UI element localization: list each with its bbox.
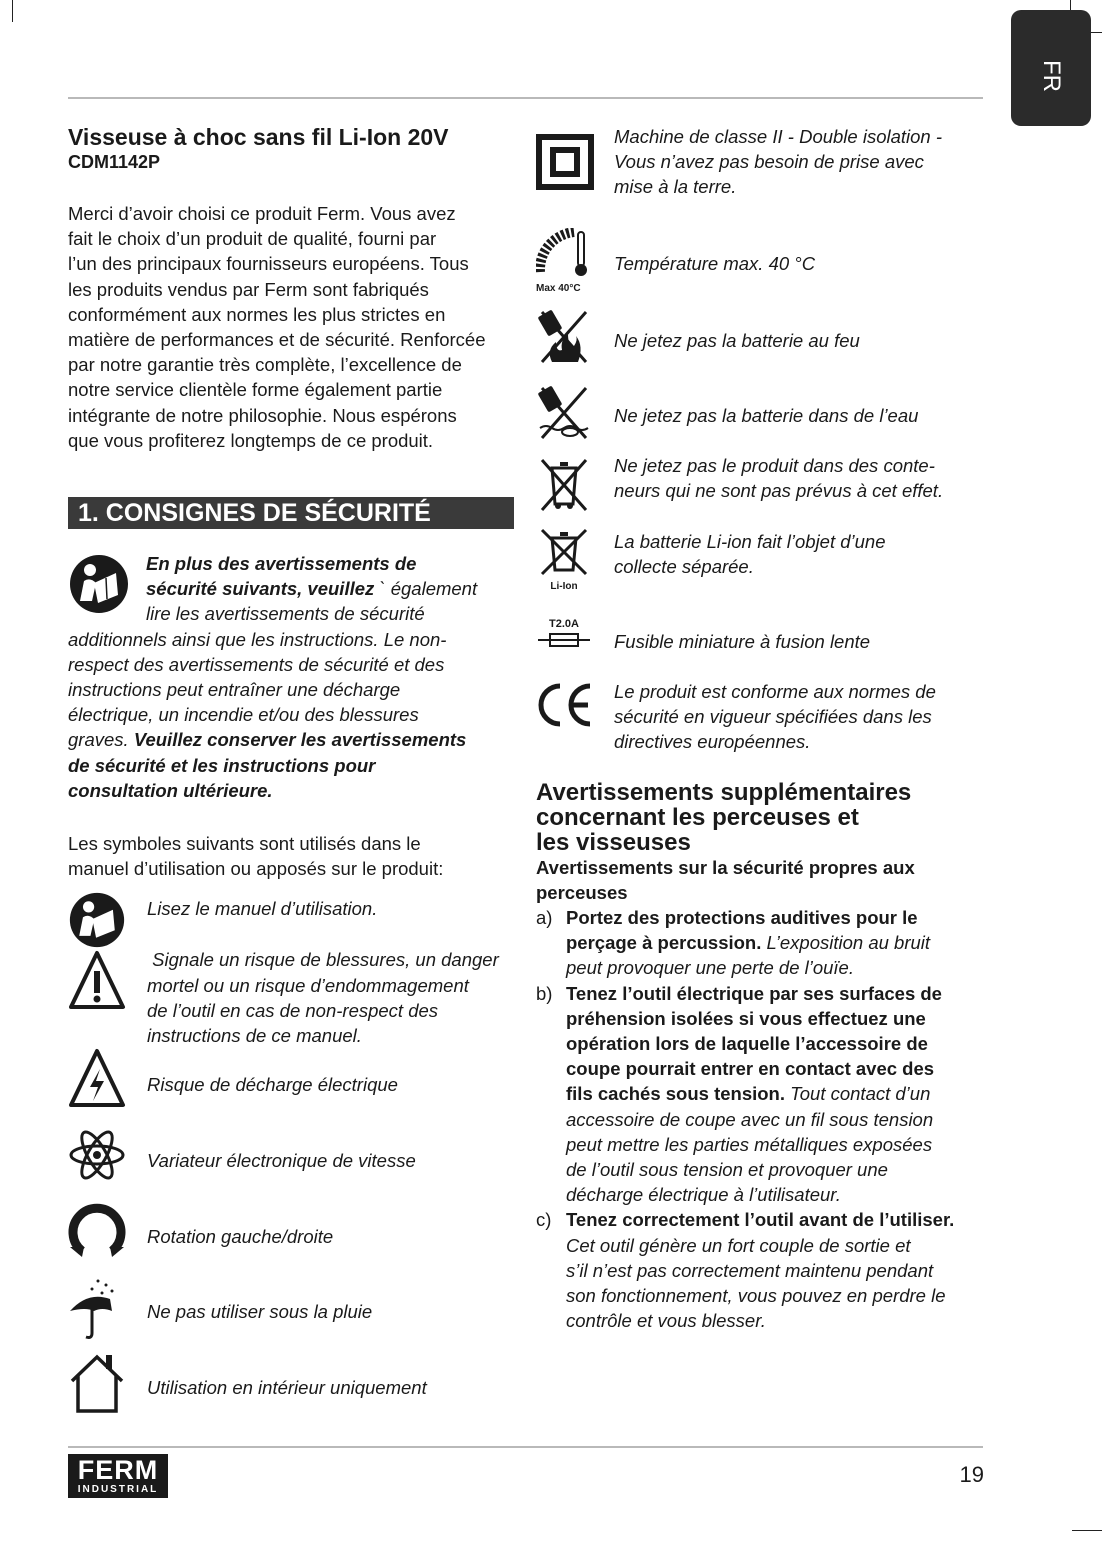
list-item-italic: L’exposition au bruit — [766, 932, 931, 954]
list-item — [536, 905, 1006, 981]
list-item-italic: décharge électrique à l’utilisateur. — [566, 1184, 841, 1206]
intro-line: Merci d’avoir choisi ce produit Ferm. Vous avez — [68, 203, 456, 224]
ce-line: Le produit est conforme aux normes de — [614, 681, 936, 702]
intro-line: conformément aux normes les plus strictes en — [68, 303, 446, 325]
safety-warning-block — [68, 551, 523, 803]
heading-line: concernant les perceuses et — [536, 804, 859, 831]
thermometer-icon — [536, 228, 592, 278]
liion-label: Li-Ion — [550, 581, 578, 592]
symbol-text-bin — [614, 453, 994, 503]
list-item-label: c) — [536, 1209, 552, 1231]
symbol-text-manual: Lisez le manuel d’utilisation. — [147, 898, 378, 920]
temperature-label: Max 40°C — [536, 283, 581, 294]
symbol-text-rain: Ne pas utiliser sous la pluie — [147, 1301, 373, 1323]
list-item-bold: Tenez correctement l’outil avant de l’utiliser. — [566, 1209, 955, 1231]
ce-mark-icon — [536, 680, 594, 730]
ferm-logo — [68, 1454, 168, 1498]
bin-line: Ne jetez pas le produit dans des conte- — [614, 455, 935, 476]
danger-line: mortel ou un risque d’endommagement — [147, 974, 469, 996]
ce-line: sécurité en vigueur spécifiées dans les — [614, 706, 932, 728]
list-item-bold: opération lors de laquelle l’accessoire de — [566, 1033, 928, 1055]
bin-line: neurs qui ne sont pas prévus à cet effet. — [614, 480, 944, 502]
read-manual-icon — [68, 891, 126, 949]
class2-line: Vous n’avez pas besoin de prise avec — [614, 151, 924, 173]
intro-line: notre service clientèle forme également partie — [68, 379, 443, 401]
intro-line: que vous profiterez longtemps de ce produit. — [68, 429, 434, 451]
symbol-list-left — [68, 889, 523, 1449]
intro-line: les produits vendus par Ferm sont fabriqués — [68, 278, 429, 300]
warning-line: consultation ultérieure. — [68, 779, 273, 801]
header-rule — [68, 97, 983, 99]
class2-line: mise à la terre. — [614, 176, 737, 198]
class2-line: Machine de classe II - Double isolation - — [614, 126, 943, 147]
heading-line: les visseuses — [536, 829, 691, 856]
warning-line: électrique, un incendie et/ou des blessures — [68, 704, 419, 726]
drill-warnings-list — [536, 905, 1006, 1333]
section-heading-safety: 1. CONSIGNES DE SÉCURITÉ — [68, 497, 514, 529]
symbol-text-speed: Variateur électronique de vitesse — [147, 1150, 416, 1172]
ce-line: directives européennes. — [614, 731, 811, 753]
temperature-icon — [536, 228, 592, 294]
list-item-italic: Tout contact d’un — [790, 1083, 931, 1105]
warning-line — [68, 727, 523, 752]
warning-line — [146, 576, 523, 601]
danger-line: Signale un risque de blessures, un danger — [147, 949, 499, 971]
left-column — [68, 124, 523, 1449]
list-item-bold: perçage à percussion. — [566, 932, 762, 954]
class-two-double-insulation-icon — [536, 134, 594, 190]
danger-line: de l’outil en cas de non-respect des — [147, 999, 439, 1021]
electric-shock-icon — [68, 1047, 126, 1111]
list-item-bold: coupe pourrait entrer en contact avec des — [566, 1058, 935, 1080]
warning-triangle-icon — [68, 949, 126, 1013]
list-item-label: a) — [536, 907, 553, 928]
symbol-text-danger — [147, 947, 499, 1048]
intro-line: matière de performances et de sécurité. Renforcée — [68, 329, 486, 351]
speed-control-icon — [68, 1127, 126, 1183]
symbol-text-fire: Ne jetez pas la batterie au feu — [614, 330, 860, 351]
list-item-italic: Cet outil génère un fort couple de sortie et — [566, 1234, 911, 1256]
crossed-bin-icon — [536, 528, 592, 576]
intro-paragraph — [68, 201, 523, 453]
warning-bold: sécurité suivants, veuillez — [146, 578, 375, 600]
warning-line: additionnels ainsi que les instructions. Le non- — [68, 628, 447, 650]
warning-line: lire les avertissements de sécurité — [146, 603, 425, 625]
list-item-italic: s’il n’est pas correctement maintenu pendant — [566, 1259, 934, 1281]
drill-warnings-subheading — [536, 855, 976, 905]
symbols-intro — [68, 831, 523, 881]
language-tab-label: FR — [1038, 60, 1065, 92]
fuse-icon — [536, 618, 592, 654]
warning-bold: Veuillez conserver les avertissements — [133, 729, 467, 751]
liion-line: La batterie Li-ion fait l’objet d’une — [614, 531, 886, 552]
heading-line: Avertissements supplémentaires — [536, 779, 912, 806]
warning-text: ` également — [379, 578, 478, 600]
no-battery-water-icon — [536, 382, 592, 442]
list-item-bold: Tenez l’outil électrique par ses surfaces de — [566, 982, 942, 1004]
list-item-bold: préhension isolées si vous effectuez une — [566, 1007, 926, 1029]
list-item-label: b) — [536, 982, 553, 1004]
logo-brand: FERM — [77, 1455, 159, 1485]
crossed-bin-icon — [536, 456, 592, 512]
fuse-label: T2.0A — [549, 618, 579, 630]
intro-line: fait le choix d’un produit de qualité, fourni par — [68, 228, 437, 250]
warning-line: respect des avertissements de sécurité et des — [68, 653, 445, 675]
list-item-italic: peut provoquer une perte de l’ouïe. — [566, 957, 854, 979]
no-battery-fire-icon — [536, 306, 592, 366]
page-number: 19 — [959, 1462, 984, 1487]
warning-line: instructions peut entraîner une décharge — [68, 679, 401, 701]
intro-line: par notre garantie très complète, l’excellence de — [68, 354, 462, 376]
symbol-text-fuse: Fusible miniature à fusion lente — [614, 631, 871, 652]
symbol-text-temp: Température max. 40 °C — [614, 253, 816, 274]
umbrella-icon — [68, 1277, 126, 1341]
list-item-bold: Portez des protections auditives pour le — [566, 907, 918, 928]
fuse-symbol-icon — [536, 630, 592, 652]
symbol-text-ce — [614, 679, 994, 755]
list-item — [536, 1207, 1006, 1333]
list-item-italic: contrôle et vous blesser. — [566, 1310, 766, 1332]
indoor-house-icon — [68, 1351, 126, 1415]
liion-recycle-icon — [536, 528, 592, 590]
warning-text: graves. — [68, 729, 129, 751]
symbol-text-rotation: Rotation gauche/droite — [147, 1226, 334, 1248]
symbols-intro-line: Les symboles suivants sont utilisés dans le — [68, 833, 421, 855]
subheading-line: perceuses — [536, 882, 628, 904]
symbol-text-liion — [614, 529, 994, 579]
product-model: CDM1142P — [68, 152, 161, 172]
list-item-italic: accessoire de coupe avec un fil sous tension — [566, 1108, 934, 1130]
list-item — [536, 981, 1006, 1208]
read-manual-icon — [68, 553, 130, 615]
symbol-text-shock: Risque de décharge électrique — [147, 1074, 398, 1096]
symbol-text-class2 — [614, 124, 994, 200]
product-title: Visseuse à choc sans fil Li-Ion 20V — [68, 124, 449, 150]
footer-rule — [68, 1446, 983, 1448]
list-item-bold: fils cachés sous tension. — [566, 1083, 785, 1105]
drill-warnings-heading — [536, 780, 976, 855]
crop-mark — [12, 0, 13, 22]
logo-subtitle: INDUSTRIAL — [77, 1484, 159, 1495]
liion-line: collecte séparée. — [614, 556, 754, 578]
danger-line: instructions de ce manuel. — [147, 1025, 362, 1047]
symbol-text-water: Ne jetez pas la batterie dans de l’eau — [614, 405, 919, 426]
intro-line: l’un des principaux fournisseurs européens. Tous — [68, 253, 469, 275]
subheading-line: Avertissements sur la sécurité propres aux — [536, 857, 915, 878]
list-item-italic: de l’outil sous tension et provoquer une — [566, 1159, 888, 1181]
warning-line: En plus des avertissements de — [146, 553, 417, 575]
rotation-icon — [68, 1201, 126, 1259]
symbols-intro-line: manuel d’utilisation ou apposés sur le produit: — [68, 858, 444, 880]
crop-mark — [1072, 1530, 1102, 1531]
list-item-italic: peut mettre les parties métalliques exposées — [566, 1133, 933, 1155]
language-tab — [1011, 10, 1091, 126]
intro-line: intégrante de notre philosophie. Nous espérons — [68, 404, 457, 426]
symbol-text-indoor: Utilisation en intérieur uniquement — [147, 1377, 427, 1399]
list-item-italic: son fonctionnement, vous pouvez en perdre le — [566, 1285, 946, 1307]
warning-line: de sécurité et les instructions pour — [68, 754, 376, 776]
